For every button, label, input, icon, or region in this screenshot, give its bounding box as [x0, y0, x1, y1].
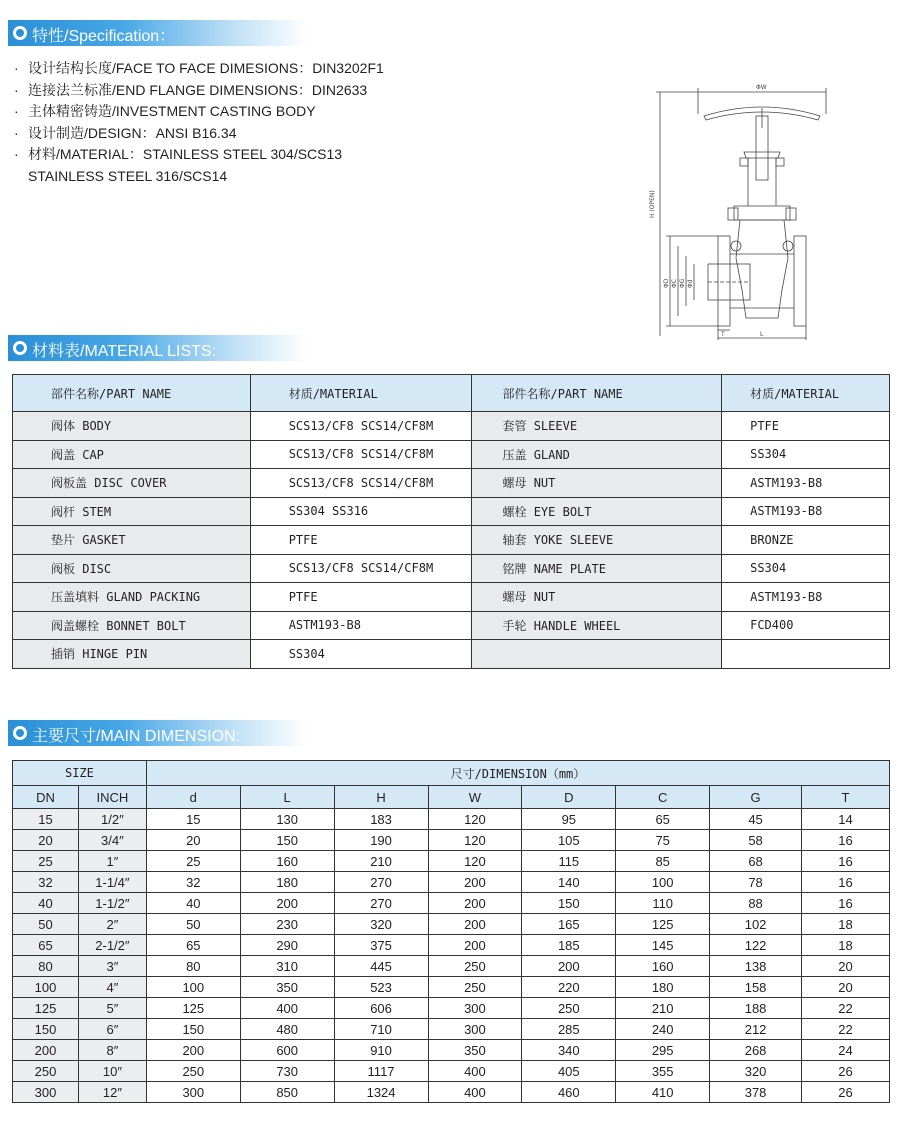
table-cell: 320 [334, 914, 428, 935]
table-cell: 18 [802, 914, 890, 935]
gate-valve-drawing [648, 78, 848, 342]
table-cell: 20 [802, 956, 890, 977]
table-cell: 32 [13, 872, 79, 893]
table-cell: 26 [802, 1082, 890, 1103]
table-cell: 16 [802, 872, 890, 893]
table-cell: 3″ [78, 956, 146, 977]
table-cell: 230 [240, 914, 334, 935]
table-cell: 125 [616, 914, 710, 935]
table-cell: 5″ [78, 998, 146, 1019]
column-header-row: DN INCH d L H W D C G T [13, 786, 890, 809]
table-row [13, 830, 890, 851]
dimension-section-header [8, 720, 308, 746]
table-cell: 115 [522, 851, 616, 872]
table-cell: 102 [710, 914, 802, 935]
table-cell: 32 [146, 872, 240, 893]
table-cell: 355 [616, 1061, 710, 1082]
table-cell: 150 [240, 830, 334, 851]
table-row [13, 872, 890, 893]
table-cell: 268 [710, 1040, 802, 1061]
table-cell: 200 [428, 872, 522, 893]
table-cell: 1″ [78, 851, 146, 872]
table-cell: 80 [146, 956, 240, 977]
table-cell: 200 [240, 893, 334, 914]
table-cell: 210 [616, 998, 710, 1019]
table-cell: 50 [13, 914, 79, 935]
table-cell: 212 [710, 1019, 802, 1040]
table-cell: 65 [146, 935, 240, 956]
table-cell: 270 [334, 872, 428, 893]
table-cell: 20 [802, 977, 890, 998]
bullet-circle-icon [14, 27, 26, 39]
dimension-header: 尺寸/DIMENSION（mm） [146, 761, 889, 786]
table-cell: 160 [240, 851, 334, 872]
table-cell: 400 [428, 1082, 522, 1103]
table-cell: 12″ [78, 1082, 146, 1103]
table-cell: 85 [616, 851, 710, 872]
spec-heading: 特性/Specification： [32, 28, 176, 45]
bullet-circle-icon [14, 342, 26, 354]
table-cell: 160 [616, 956, 710, 977]
table-row [13, 1082, 890, 1103]
table-cell: 50 [146, 914, 240, 935]
material-header-row [13, 375, 890, 412]
table-row [13, 935, 890, 956]
table-cell: 14 [802, 809, 890, 830]
table-row: 阀体 BODY SCS13/CF8 SCS14/CF8M 套管 SLEEVE PTFE [13, 412, 890, 441]
table-cell: 200 [522, 956, 616, 977]
table-cell: 40 [146, 893, 240, 914]
table-cell: 606 [334, 998, 428, 1019]
table-cell: 122 [710, 935, 802, 956]
drawing-label-g: ΦG [679, 278, 686, 288]
table-cell: 125 [146, 998, 240, 1019]
table-row [13, 893, 890, 914]
table-cell: 190 [334, 830, 428, 851]
table-cell: 80 [13, 956, 79, 977]
table-cell: 26 [802, 1061, 890, 1082]
spec-section-header [8, 20, 308, 46]
table-cell: 200 [428, 935, 522, 956]
table-cell: 300 [428, 998, 522, 1019]
spec-item: · 主体精密铸造/INVESTMENT CASTING BODY [14, 103, 316, 119]
table-cell: 400 [240, 998, 334, 1019]
table-cell: 22 [802, 998, 890, 1019]
table-cell: 290 [240, 935, 334, 956]
dimension-table [12, 760, 890, 1103]
table-cell: 910 [334, 1040, 428, 1061]
table-cell: 220 [522, 977, 616, 998]
table-cell: 18 [802, 935, 890, 956]
table-cell: 310 [240, 956, 334, 977]
table-cell: 150 [13, 1019, 79, 1040]
table-cell: 2″ [78, 914, 146, 935]
table-cell: 180 [616, 977, 710, 998]
table-row [13, 1061, 890, 1082]
table-cell: 16 [802, 893, 890, 914]
dimension-table-body [13, 809, 890, 1103]
table-cell: 460 [522, 1082, 616, 1103]
table-cell: 145 [616, 935, 710, 956]
table-cell: 100 [146, 977, 240, 998]
table-cell: 378 [710, 1082, 802, 1103]
table-row [13, 851, 890, 872]
table-cell: 200 [13, 1040, 79, 1061]
table-cell: 8″ [78, 1040, 146, 1061]
table-cell: 100 [13, 977, 79, 998]
table-cell: 65 [13, 935, 79, 956]
table-cell: 15 [146, 809, 240, 830]
bullet-circle-icon [14, 727, 26, 739]
size-header: SIZE [13, 761, 147, 786]
drawing-label-w: ΦW [756, 84, 767, 91]
dimension-heading: 主要尺寸/MAIN DIMENSION: [32, 728, 241, 745]
table-cell: 405 [522, 1061, 616, 1082]
table-cell: 240 [616, 1019, 710, 1040]
table-cell: 16 [802, 830, 890, 851]
table-cell: 210 [334, 851, 428, 872]
table-cell: 68 [710, 851, 802, 872]
table-row: 阀杆 STEM SS304 SS316 螺栓 EYE BOLT ASTM193-B8 [13, 497, 890, 526]
material-section-header [8, 335, 308, 361]
table-cell: 600 [240, 1040, 334, 1061]
table-cell: 200 [428, 893, 522, 914]
table-cell: 16 [802, 851, 890, 872]
table-row [13, 809, 890, 830]
table-cell: 3/4″ [78, 830, 146, 851]
table-row [13, 1019, 890, 1040]
table-cell: 150 [522, 893, 616, 914]
table-cell: 2-1/2″ [78, 935, 146, 956]
spec-item-continuation: STAINLESS STEEL 316/SCS14 [28, 167, 228, 184]
table-cell: 250 [13, 1061, 79, 1082]
table-cell: 1117 [334, 1061, 428, 1082]
table-cell: 350 [428, 1040, 522, 1061]
table-cell: 850 [240, 1082, 334, 1103]
table-cell: 100 [616, 872, 710, 893]
header-material: 材质/MATERIAL [722, 375, 890, 412]
table-cell: 20 [13, 830, 79, 851]
table-cell: 1/2″ [78, 809, 146, 830]
table-cell: 40 [13, 893, 79, 914]
table-cell: 340 [522, 1040, 616, 1061]
table-cell: 375 [334, 935, 428, 956]
table-cell: 200 [428, 914, 522, 935]
material-table [12, 374, 890, 669]
table-cell: 125 [13, 998, 79, 1019]
header-material: 材质/MATERIAL [250, 375, 472, 412]
table-cell: 400 [428, 1061, 522, 1082]
spec-item: · 材料/MATERIAL：STAINLESS STEEL 304/SCS13 [14, 146, 343, 162]
drawing-label-t: T [721, 331, 725, 338]
table-cell: 4″ [78, 977, 146, 998]
table-row: 阀板盖 DISC COVER SCS13/CF8 SCS14/CF8M 螺母 NUT ASTM193-B8 [13, 469, 890, 498]
drawing-label-h: H (OPEN) [649, 190, 656, 218]
table-cell: 10″ [78, 1061, 146, 1082]
table-cell: 24 [802, 1040, 890, 1061]
table-cell: 1-1/2″ [78, 893, 146, 914]
drawing-label-c: ΦC [671, 279, 678, 288]
table-cell: 480 [240, 1019, 334, 1040]
table-cell: 105 [522, 830, 616, 851]
header-part-name: 部件名称/PART NAME [472, 375, 722, 412]
table-cell: 25 [13, 851, 79, 872]
table-cell: 320 [710, 1061, 802, 1082]
table-cell: 250 [428, 977, 522, 998]
table-cell: 185 [522, 935, 616, 956]
table-cell: 120 [428, 809, 522, 830]
table-row: 垫片 GASKET PTFE 轴套 YOKE SLEEVE BRONZE [13, 526, 890, 555]
table-cell: 130 [240, 809, 334, 830]
table-cell: 285 [522, 1019, 616, 1040]
table-row: 压盖填料 GLAND PACKING PTFE 螺母 NUT ASTM193-B8 [13, 583, 890, 612]
table-cell: 20 [146, 830, 240, 851]
spec-item: · 设计制造/DESIGN：ANSI B16.34 [14, 124, 237, 141]
table-cell: 270 [334, 893, 428, 914]
table-cell: 250 [428, 956, 522, 977]
table-row [13, 977, 890, 998]
table-cell: 1-1/4″ [78, 872, 146, 893]
table-cell: 95 [522, 809, 616, 830]
table-row [13, 998, 890, 1019]
table-cell: 523 [334, 977, 428, 998]
table-cell: 250 [522, 998, 616, 1019]
table-cell: 6″ [78, 1019, 146, 1040]
material-heading: 材料表/MATERIAL LISTS: [32, 343, 217, 360]
table-row: 阀盖 CAP SCS13/CF8 SCS14/CF8M 压盖 GLAND SS304 [13, 440, 890, 469]
table-cell: 140 [522, 872, 616, 893]
table-cell: 65 [616, 809, 710, 830]
table-cell: 78 [710, 872, 802, 893]
table-cell: 120 [428, 851, 522, 872]
table-cell: 180 [240, 872, 334, 893]
table-row: 阀板 DISC SCS13/CF8 SCS14/CF8M 铭牌 NAME PLATE SS304 [13, 554, 890, 583]
table-row [13, 1040, 890, 1061]
spec-list [14, 58, 384, 187]
header-part-name: 部件名称/PART NAME [13, 375, 251, 412]
table-cell: 25 [146, 851, 240, 872]
table-cell: 445 [334, 956, 428, 977]
table-cell: 158 [710, 977, 802, 998]
drawing-label-dd: Φd [687, 279, 694, 288]
drawing-label-l: L [760, 331, 764, 338]
table-cell: 75 [616, 830, 710, 851]
table-cell: 15 [13, 809, 79, 830]
table-cell: 250 [146, 1061, 240, 1082]
dimension-header-row [13, 761, 890, 786]
table-cell: 138 [710, 956, 802, 977]
table-cell: 350 [240, 977, 334, 998]
table-cell: 300 [146, 1082, 240, 1103]
table-cell: 110 [616, 893, 710, 914]
table-cell: 295 [616, 1040, 710, 1061]
table-cell: 58 [710, 830, 802, 851]
table-row: 插销 HINGE PIN SS304 [13, 640, 890, 669]
table-cell: 300 [428, 1019, 522, 1040]
table-cell: 410 [616, 1082, 710, 1103]
table-cell: 165 [522, 914, 616, 935]
table-cell: 120 [428, 830, 522, 851]
table-cell: 22 [802, 1019, 890, 1040]
table-cell: 150 [146, 1019, 240, 1040]
table-cell: 188 [710, 998, 802, 1019]
table-cell: 1324 [334, 1082, 428, 1103]
table-row [13, 956, 890, 977]
spec-item: · 设计结构长度/FACE TO FACE DIMESIONS：DIN3202F1 [14, 60, 384, 76]
table-cell: 730 [240, 1061, 334, 1082]
table-cell: 710 [334, 1019, 428, 1040]
table-cell: 45 [710, 809, 802, 830]
spec-item: · 连接法兰标准/END FLANGE DIMENSIONS：DIN2633 [14, 81, 368, 98]
drawing-label-d: ΦD [663, 278, 670, 288]
table-cell: 200 [146, 1040, 240, 1061]
table-row: 阀盖螺栓 BONNET BOLT ASTM193-B8 手轮 HANDLE WHEEL FCD400 [13, 611, 890, 640]
table-cell: 183 [334, 809, 428, 830]
table-row [13, 914, 890, 935]
table-cell: 300 [13, 1082, 79, 1103]
table-cell: 88 [710, 893, 802, 914]
